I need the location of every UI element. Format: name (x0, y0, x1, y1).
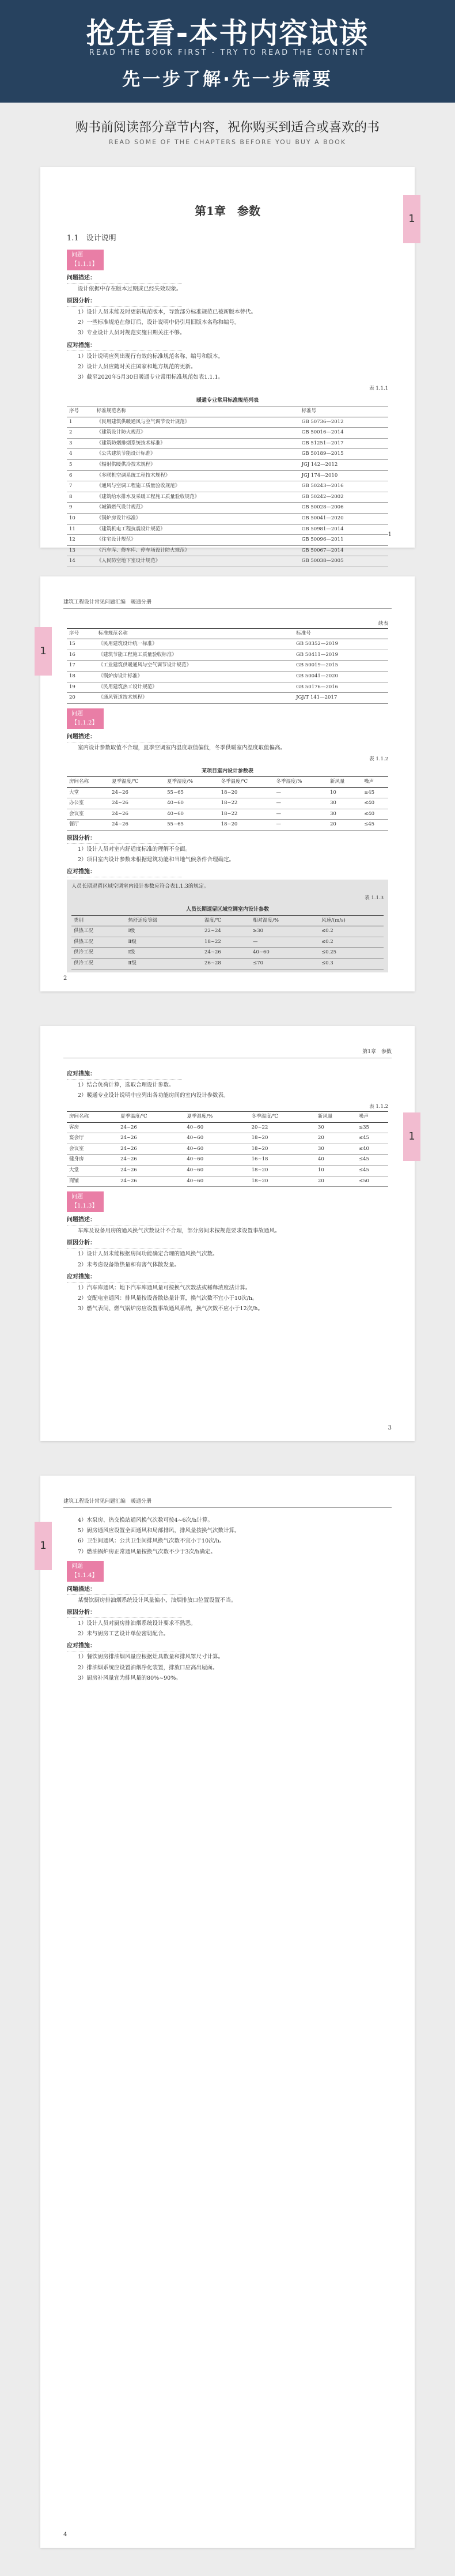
table-cell: ≤0.3 (319, 959, 384, 970)
intro-line-en: READ SOME OF THE CHAPTERS BEFORE YOU BUY A BOOK (108, 138, 347, 146)
table-cell: 供热工况 (71, 937, 126, 948)
running-header: 建筑工程设计常见问题汇编 暖通分册 (63, 1498, 392, 1508)
table-cell: 大堂 (67, 1165, 118, 1176)
table-cell: 《锅炉房设计标准》 (94, 514, 299, 525)
table-cell: 40~60 (184, 1144, 249, 1155)
table-cell: 24~26 (109, 798, 165, 809)
table-cell: 《建筑节能工程施工质量验收标准》 (96, 650, 294, 661)
table-cell: 40~60 (184, 1133, 249, 1144)
table-header-cell: 热舒适度等级 (126, 915, 202, 926)
table-cell: 1 (67, 417, 94, 428)
problem-label: 问题描述： (67, 733, 182, 742)
table-cell: 24~26 (109, 787, 165, 798)
table-header-cell: 温度/℃ (202, 915, 251, 926)
table-cell: Ⅰ级 (126, 948, 202, 959)
table-row (67, 639, 388, 650)
measure-label: 应对措施： (67, 1642, 182, 1651)
table-cell: 《建筑设计防火规范》 (94, 428, 299, 439)
section-title: 1.1 设计说明 (67, 234, 116, 243)
cause-item: 1）设计人员对厨房排油烟系统设计要求不熟悉。 (78, 1620, 196, 1627)
table-cell: 40~60 (184, 1176, 249, 1187)
table-cell: 《建筑机电工程抗震设计规范》 (94, 524, 299, 535)
table-cell: 18~20 (249, 1133, 316, 1144)
table-header-cell: 标准号 (299, 406, 388, 417)
standards-table-continued (67, 628, 388, 704)
table-cell: 客房 (67, 1122, 118, 1133)
table-header-cell: 噪声 (362, 776, 388, 787)
body-paragraph: 7）燃油锅炉房正常通风量按换气次数不少于3次/h确定。 (78, 1548, 216, 1555)
comfort-params-table (71, 915, 384, 970)
table-caption: 暖通专业常用标准规范列表 (196, 397, 259, 403)
table-cell: 40~60 (165, 798, 218, 809)
table-cell: GB 50041—2020 (299, 514, 388, 525)
measure-item: 1）设计说明应列出现行有效的标准规范名称、编号和版本。 (78, 353, 224, 360)
banner-subtitle: READ THE BOOK FIRST - TRY TO READ THE CONTENT (89, 48, 366, 57)
indoor-params-table (67, 776, 388, 831)
table-row (67, 470, 388, 481)
page-number: 3 (388, 1425, 392, 1431)
table-cell: 会议室 (67, 809, 109, 820)
table-row (67, 481, 388, 492)
table-row (67, 438, 388, 449)
table-row (67, 682, 388, 693)
table-cell: GB 50096—2011 (299, 535, 388, 546)
table-row (67, 809, 388, 820)
table-row (67, 556, 388, 567)
table-row (67, 661, 388, 672)
chapter-tab: 1 (403, 1112, 420, 1161)
table-cell: 商铺 (67, 1176, 118, 1187)
table-row (67, 650, 388, 661)
table-cell: 供冷工况 (71, 959, 126, 970)
table-row (67, 503, 388, 514)
table-cell: 55~65 (165, 820, 218, 831)
table-cell: ≥30 (251, 926, 319, 937)
table-row (71, 937, 384, 948)
table-row (71, 959, 384, 970)
book-page-2 (40, 576, 415, 991)
table-cell: ≤40 (362, 798, 388, 809)
table-cell: 18~20 (219, 820, 274, 831)
table-cell: 《通风管道技术规程》 (96, 693, 294, 704)
table-row (67, 428, 388, 439)
table-cell: 《建筑防烟排烟系统技术标准》 (94, 438, 299, 449)
measure-item: 2）设计人员应随时关注国家和地方规范的更新。 (78, 363, 196, 370)
table-number: 表 1.1.1 (369, 386, 388, 392)
table-cell: 10 (328, 787, 362, 798)
problem-text: 设计依据中存在版本过期或已经失效现象。 (78, 285, 182, 292)
table-cell: 40~60 (184, 1155, 249, 1166)
table-row (67, 545, 388, 556)
table-cell: 3 (67, 438, 94, 449)
table-cell: 5 (67, 460, 94, 471)
table-header-cell: 房间名称 (67, 776, 109, 787)
body-paragraph: 4）水泵房、热交换站通风换气次数可按4~6次/h计算。 (78, 1517, 213, 1523)
table-cell: GB 50067—2014 (299, 545, 388, 556)
table-cell: GB 50028—2006 (299, 503, 388, 514)
cause-item: 1）设计人员未能根据房间功能确定合理的通风换气次数。 (78, 1251, 218, 1258)
table-cell: ≤50 (357, 1176, 388, 1187)
table-cell: 会议室 (67, 1144, 118, 1155)
page-number: 1 (388, 531, 392, 538)
table-header-cell: 夏季湿度/% (165, 776, 218, 787)
running-header: 第1章 参数 (63, 1048, 392, 1058)
question-tag: 问题【1.1.3】 (67, 1191, 104, 1212)
measure-item: 1）汽车库通风：地下汽车库通风量可按换气次数法或稀释浓度法计算。 (78, 1284, 251, 1291)
table-cell: 18~22 (219, 798, 274, 809)
table-cell: 18~20 (219, 787, 274, 798)
table-cell: 24~26 (118, 1144, 184, 1155)
table-row (67, 671, 388, 682)
measure-label: 应对措施： (67, 1273, 182, 1283)
table-cell: 18~22 (219, 809, 274, 820)
top-banner (0, 0, 455, 103)
chapter-tab: 1 (403, 195, 420, 243)
intro-line: 购书前阅读部分章节内容，祝你购买到适合或喜欢的书 (75, 120, 380, 135)
table-cell: 《住宅设计规范》 (94, 535, 299, 546)
cause-label: 原因分析： (67, 297, 182, 307)
table-row (67, 1144, 388, 1155)
table-row (67, 1165, 388, 1176)
table-header-cell: 序号 (67, 628, 96, 639)
table-header-cell: 标准规范名称 (96, 628, 294, 639)
banner-slogan: 先一步了解·先一步需要 (122, 69, 333, 90)
table-cell: ≤40 (357, 1144, 388, 1155)
table-cell: 20 (316, 1133, 357, 1144)
page-number: 2 (63, 975, 67, 982)
table-cell: 4 (67, 449, 94, 460)
table-cell: ≤0.2 (319, 926, 384, 937)
body-paragraph: 5）厨房通风应设置全面通风和局部排风，排风量按换气次数计算。 (78, 1528, 240, 1534)
table-cell: 40~60 (184, 1165, 249, 1176)
standards-table (67, 406, 388, 567)
table-cell: ≤70 (251, 959, 319, 970)
table-row (67, 1133, 388, 1144)
table-header-cell: 夏季温度/℃ (109, 776, 165, 787)
table-cell: 11 (67, 524, 94, 535)
cause-item: 1）设计人员对室内舒适度标准的理解不全面。 (78, 846, 191, 853)
table-cell: GB 50242—2002 (299, 492, 388, 503)
table-cell: 22~24 (202, 926, 251, 937)
table-cell: 《民用建筑设计统一标准》 (96, 639, 294, 650)
code-excerpt-text: 人员长期逗留区域空调室内设计参数应符合表1.1.3的规定。 (71, 884, 209, 890)
table-cell: ≤0.25 (319, 948, 384, 959)
table-cell: Ⅰ级 (126, 926, 202, 937)
table-cell: GB 50041—2020 (294, 671, 388, 682)
body-paragraph: 6）卫生间通风：公共卫生间排风换气次数不宜小于10次/h。 (78, 1538, 225, 1545)
table-cell: 24~26 (118, 1176, 184, 1187)
problem-label: 问题描述： (67, 274, 182, 284)
table-cell: 《公共建筑节能设计标准》 (94, 449, 299, 460)
chapter-tab: 1 (35, 1522, 52, 1570)
table-cell: 18~20 (249, 1176, 316, 1187)
table-cell: 2 (67, 428, 94, 439)
table-header-cell: 新风量 (328, 776, 362, 787)
table-cell: ≤45 (357, 1165, 388, 1176)
table-cell: — (274, 787, 328, 798)
table-row (67, 1155, 388, 1166)
table-caption: 某项目室内设计参数表 (201, 768, 253, 774)
table-cell: 20 (316, 1176, 357, 1187)
table-cell: ≤35 (357, 1122, 388, 1133)
table-cell: 17 (67, 661, 96, 672)
measure-item: 2）暖通专业设计说明中应列出各功能房间的室内设计参数表。 (78, 1092, 229, 1099)
measure-item: 3）燃气表间、燃气锅炉房应设置事故通风系统，换气次数不应小于12次/h。 (78, 1306, 263, 1312)
banner-title: 抢先看-本书内容试读 (86, 17, 369, 50)
table-cell: 20 (328, 820, 362, 831)
table-cell: 6 (67, 470, 94, 481)
table-cell: 10 (67, 514, 94, 525)
table-cell: — (274, 820, 328, 831)
table-header-cell: 新风量 (316, 1111, 357, 1122)
table-row (67, 693, 388, 704)
cause-item: 1）设计人员未能及时更新规范版本，导致部分标准规范已被新版本替代。 (78, 308, 257, 315)
table-cell: 《工业建筑供暖通风与空气调节设计规范》 (96, 661, 294, 672)
measure-item: 3）截至2020年5月30日暖通专业常用标准规范如表1.1.1。 (78, 374, 224, 380)
table-number: 表 1.1.3 (365, 895, 384, 901)
table-cell: 24~26 (202, 948, 251, 959)
table-cell: 55~65 (165, 787, 218, 798)
table-cell: 24~26 (109, 809, 165, 820)
table-cell: 餐厅 (67, 820, 109, 831)
table-cell: 《通风与空调工程施工质量验收规范》 (94, 481, 299, 492)
table-cell: 20~22 (249, 1122, 316, 1133)
measure-item: 3）厨房补风量宜为排风量的80%~90%。 (78, 1674, 181, 1681)
table-row (67, 460, 388, 471)
code-excerpt (67, 880, 388, 972)
table-cell: 40~60 (184, 1122, 249, 1133)
table-header-cell: 冬季湿度/% (274, 776, 328, 787)
book-page-1 (40, 167, 415, 564)
table-cell: 30 (316, 1144, 357, 1155)
table-cell: 30 (316, 1122, 357, 1133)
table-cell: 30 (328, 809, 362, 820)
measure-label: 应对措施： (67, 868, 182, 877)
table-row (67, 1122, 388, 1133)
problem-label: 问题描述： (67, 1216, 182, 1225)
table-row (67, 514, 388, 525)
cause-item: 2）未考虑设备散热量和有害气体散发量。 (78, 1261, 180, 1268)
table-cell: 办公室 (67, 798, 109, 809)
table-caption: 人员长期逗留区域空调室内设计参数 (185, 907, 269, 913)
table-cell: — (251, 937, 319, 948)
table-cell: 18~20 (249, 1144, 316, 1155)
table-cell: GB 50981—2014 (299, 524, 388, 535)
table-cell: — (274, 809, 328, 820)
cause-item: 3）专业设计人员对规范实施日期关注不够。 (78, 330, 185, 337)
table-cell: 《民用建筑供暖通风与空气调节设计规范》 (94, 417, 299, 428)
page-number: 4 (63, 2532, 67, 2538)
table-header-cell: 冬季温度/℃ (249, 1111, 316, 1122)
table-cell: 14 (67, 556, 94, 567)
table-header-cell: 冬季温度/℃ (219, 776, 274, 787)
table-cell: ≤45 (357, 1133, 388, 1144)
table-cell: GB 51251—2017 (299, 438, 388, 449)
table-cell: 《建筑给水排水及采暖工程施工质量验收规范》 (94, 492, 299, 503)
table-row (67, 787, 388, 798)
table-header-cell: 噪声 (357, 1111, 388, 1122)
table-header-cell: 房间名称 (67, 1111, 118, 1122)
table-header-cell: 序号 (67, 406, 94, 417)
cause-item: 2）未与厨房工艺设计单位密切配合。 (78, 1631, 169, 1638)
table-cell: 《民用建筑热工设计规范》 (96, 682, 294, 693)
table-cell: GB 50243—2016 (299, 481, 388, 492)
table-cell: 《多联机空调系统工程技术规程》 (94, 470, 299, 481)
chapter-title: 第1章 参数 (195, 204, 260, 218)
table-cell: ≤45 (357, 1155, 388, 1166)
table-cell: 9 (67, 503, 94, 514)
table-cell: 15 (67, 639, 96, 650)
cause-label: 原因分析： (67, 1608, 182, 1618)
cause-item: 2）项目室内设计参数未根据建筑功能和当地气候条件合理确定。 (78, 857, 235, 863)
table-cell: — (274, 798, 328, 809)
table-cell: 24~26 (118, 1122, 184, 1133)
table-cell: 18 (67, 671, 96, 682)
table-row (67, 1176, 388, 1187)
table-header-cell: 夏季温度/℃ (118, 1111, 184, 1122)
table-number: 表 1.1.2 (369, 756, 388, 762)
table-cell: 宴会厅 (67, 1133, 118, 1144)
table-cell: 19 (67, 682, 96, 693)
question-tag: 问题【1.1.2】 (67, 708, 104, 729)
table-cell: GB 50016—2014 (299, 428, 388, 439)
table-cell: GB 50352—2019 (294, 639, 388, 650)
table-header-cell: 风速/(m/s) (319, 915, 384, 926)
table-cell: 《汽车库、修车库、停车场设计防火规范》 (94, 545, 299, 556)
book-page-4 (40, 1476, 415, 2548)
table-cell: GB 50411—2019 (294, 650, 388, 661)
table-cell: 供热工况 (71, 926, 126, 937)
table-header-cell: 标准号 (294, 628, 388, 639)
table-row (67, 535, 388, 546)
table-cell: GB 50736—2012 (299, 417, 388, 428)
table-cell: JGJ 142—2012 (299, 460, 388, 471)
table-row (67, 524, 388, 535)
table-cell: 18~20 (249, 1165, 316, 1176)
measure-item: 2）变配电室通风：排风量按设备散热量计算，换气次数不宜小于10次/h。 (78, 1295, 258, 1302)
problem-label: 问题描述： (67, 1585, 182, 1595)
table-cell: 24~26 (118, 1133, 184, 1144)
table-cell: 《锅炉房设计标准》 (96, 671, 294, 682)
problem-text: 室内设计参数取值不合理，夏季空调室内温度取值偏低，冬季供暖室内温度取值偏高。 (78, 744, 286, 751)
table-row (67, 820, 388, 831)
table-cell: 《城镇燃气设计规范》 (94, 503, 299, 514)
measure-item: 1）餐饮厨房排油烟风量应根据灶具数量和排风罩尺寸计算。 (78, 1654, 224, 1661)
running-header: 建筑工程设计常见问题汇编 暖通分册 (63, 598, 392, 609)
table-cell: 40 (316, 1155, 357, 1166)
table-number: 表 1.1.2 (369, 1104, 388, 1110)
table-cell: 16~18 (249, 1155, 316, 1166)
table-row (71, 948, 384, 959)
table-header-cell: 类别 (71, 915, 126, 926)
table-cell: ≤45 (362, 820, 388, 831)
cause-label: 原因分析： (67, 1239, 182, 1249)
table-row (71, 926, 384, 937)
table-cell: 20 (67, 693, 96, 704)
table-cell: 18~22 (202, 937, 251, 948)
table-cell: 7 (67, 481, 94, 492)
table-header-cell: 相对湿度/% (251, 915, 319, 926)
question-tag: 问题【1.1.4】 (67, 1561, 104, 1582)
table-cell: 大堂 (67, 787, 109, 798)
table-cell: ≤0.2 (319, 937, 384, 948)
table-row (67, 798, 388, 809)
table-cell: Ⅱ级 (126, 937, 202, 948)
table-row (67, 492, 388, 503)
table-cell: 12 (67, 535, 94, 546)
table-cell: GB 50019—2015 (294, 661, 388, 672)
table-cell: 8 (67, 492, 94, 503)
book-page-3 (40, 1026, 415, 1441)
table-cell: 24~26 (109, 820, 165, 831)
table-header-cell: 夏季湿度/% (184, 1111, 249, 1122)
table-cell: 40~60 (251, 948, 319, 959)
cause-item: 2）一些标准规范在修订后，设计说明中仍引用旧版本名称和编号。 (78, 319, 240, 326)
table-cell: GB 50176—2016 (294, 682, 388, 693)
continued-label: 续表 (378, 621, 388, 627)
table-cell: GB 50038—2005 (299, 556, 388, 567)
measure-item: 1）结合负荷计算，选取合理设计参数。 (78, 1082, 175, 1088)
cause-label: 原因分析： (67, 834, 182, 844)
table-cell: ≤40 (362, 809, 388, 820)
problem-text: 某餐饮厨房排油烟系统设计风量偏小，油烟排放口位置设置不当。 (78, 1597, 237, 1604)
table-cell: JGJ/T 141—2017 (294, 693, 388, 704)
chapter-tab: 1 (35, 627, 52, 676)
table-cell: 健身房 (67, 1155, 118, 1166)
measure-item: 2）排油烟系统应设置油烟净化装置，排放口应高出屋面。 (78, 1664, 218, 1671)
table-cell: 供冷工况 (71, 948, 126, 959)
table-cell: 《辐射供暖供冷技术规程》 (94, 460, 299, 471)
table-row (67, 449, 388, 460)
table-cell: 10 (316, 1165, 357, 1176)
measure-label: 应对措施： (67, 341, 182, 351)
table-cell: 26~28 (202, 959, 251, 970)
measure-label: 应对措施： (67, 1070, 182, 1080)
table-cell: GB 50189—2015 (299, 449, 388, 460)
table-cell: 40~60 (165, 809, 218, 820)
table-header-cell: 标准规范名称 (94, 406, 299, 417)
table-row (67, 417, 388, 428)
table-cell: 16 (67, 650, 96, 661)
table-cell: 24~26 (118, 1155, 184, 1166)
table-cell: 13 (67, 545, 94, 556)
question-tag: 问题【1.1.1】 (67, 250, 104, 270)
room-params-table (67, 1111, 388, 1187)
table-cell: 24~26 (118, 1165, 184, 1176)
table-cell: Ⅱ级 (126, 959, 202, 970)
table-cell: ≤45 (362, 787, 388, 798)
table-cell: 30 (328, 798, 362, 809)
problem-text: 车库及设备用房的通风换气次数设计不合理，部分房间未按规范要求设置事故通风。 (78, 1228, 280, 1235)
table-cell: JGJ 174—2010 (299, 470, 388, 481)
table-cell: 《人民防空地下室设计规范》 (94, 556, 299, 567)
